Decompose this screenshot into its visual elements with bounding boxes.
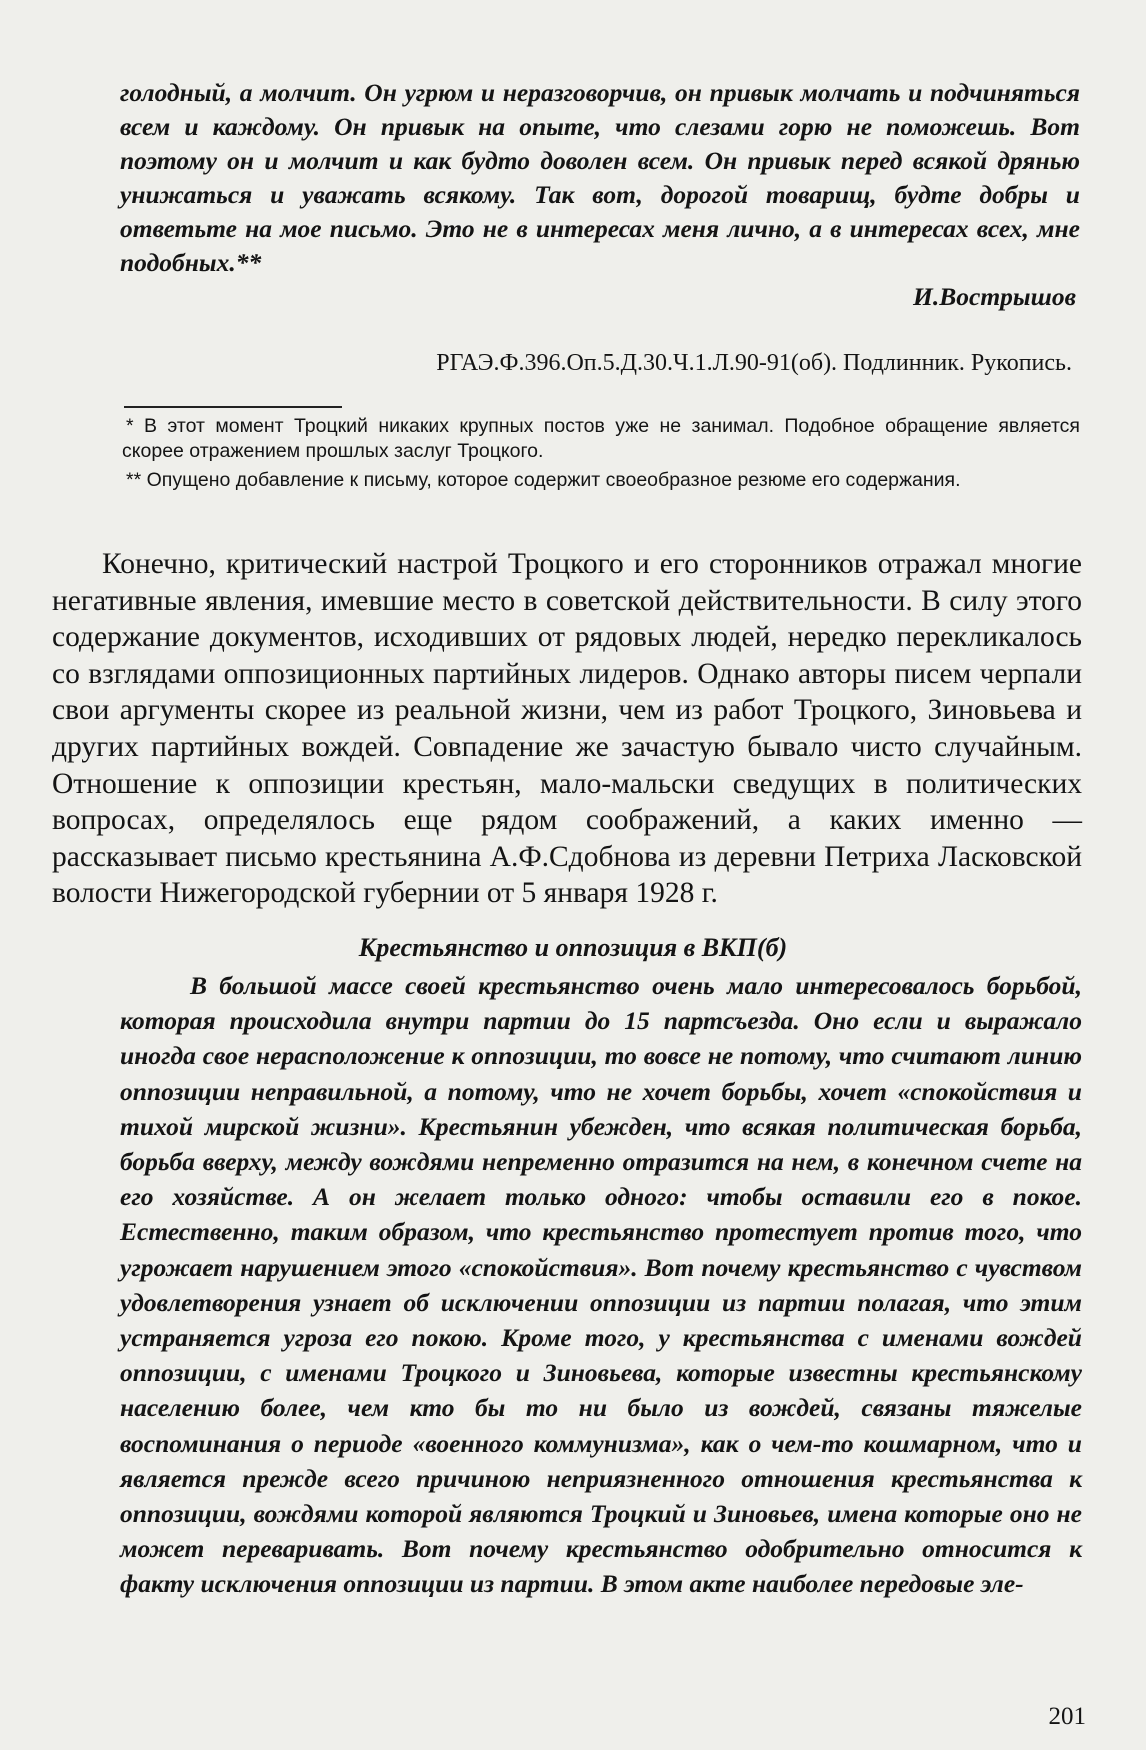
page-number: 201 <box>1048 1703 1086 1730</box>
letter-text: голодный, а молчит. Он угрюм и неразговорчив, он привык молчать и подчиняться всем и каждому. Он привык на опыте, что слезами горю не поможешь. Вот поэтому он и молчит и как будто доволен всем. Он привык перед всякой дрянью унижаться и уважать всякому. Так вот, дорогой товарищ, будте добры и ответьте на мое письмо. Это не в интересах меня лично, а в интересах всех, мне подобных.** <box>120 78 1080 277</box>
body-paragraph: Конечно, критический настрой Троцкого и его сторонников отражал многие негативные явления, имевшие место в советской действительности. В силу этого содержание документов, исходивших от рядовых людей, нередко перекликалось со взглядами оппозиционных партийных лидеров. Однако авторы писем черпали свои аргументы скорее из реальной жизни, чем из работ Троцкого, Зиновьева и других партийных вождей. Совпадение же зачастую бывало чисто случайным. Отношение к оппозиции крестьян, мало-мальски сведущих в политических вопросах, определялось еще рядом соображений, а каких именно — рассказывает письмо крестьянина А.Ф.Сдобнова из деревни Петриха Ласковской волости Нижегородской губернии от 5 января 1928 г. <box>52 548 1082 910</box>
document-title: Крестьянство и оппозиция в ВКП(б) <box>358 933 788 962</box>
quoted-document <box>120 968 1082 1602</box>
letter-signature: И.Вострышов <box>913 282 1076 311</box>
main-body-text <box>52 546 1082 912</box>
quoted-document-text: В большой массе своей крестьянство очень мало интересовалось борьбой, которая происходила внутри партии до 15 партсъезда. Оно если и выражало иногда свое нерасположение к оппозиции, то вовсе не потому, что считают линию оппозиции неправильной, а потому, что не хочет борьбы, хочет «спокойствия и тихой мирской жизни». Крестьянин убежден, что всякая политическая борьба, борьба вверху, между вождями непременно отразится на нем, в конечном счете на его хозяйстве. А он желает только одного: чтобы оставили его в покое. Естественно, таким образом, что крестьянство протестует против того, что угрожает нарушением этого «спокойствия». Вот почему крестьянство с чувством удовлетворения узнает об исключении оппозиции из партии полагая, что этим устраняется угроза его покою. Кроме того, у крестьянства с именами вождей оппозиции, с именами Троцкого и Зиновьева, которые известны крестьянскому населению более, чем кто бы то ни было из вождей, связаны тяжелые воспоминания о периоде «военного коммунизма», как о чем-то кошмарном, что и является прежде всего причиною неприязненного отношения крестьянства к оппозиции, вождями которой являются Троцкий и Зиновьев, имена которые оно не может переваривать. Вот почему крестьянство одобрительно относится к факту исключения оппозиции из партии. В этом акте наиболее передовые эле- <box>120 971 1082 1599</box>
letter-excerpt <box>120 76 1080 280</box>
archive-source-reference: РГАЭ.Ф.396.Оп.5.Д.30.Ч.1.Л.90-91(об). Подлинник. Рукопись. <box>436 350 1072 376</box>
footnotes <box>122 414 1080 497</box>
footnote-2: ** Опущено добавление к письму, которое содержит своеобразное резюме его содержания. <box>126 469 961 491</box>
footnote-1: * В этот момент Троцкий никаких крупных постов уже не занимал. Подобное обращение является скорее отражением прошлых заслуг Троцкого. <box>122 415 1080 462</box>
footnote-divider <box>124 406 342 408</box>
